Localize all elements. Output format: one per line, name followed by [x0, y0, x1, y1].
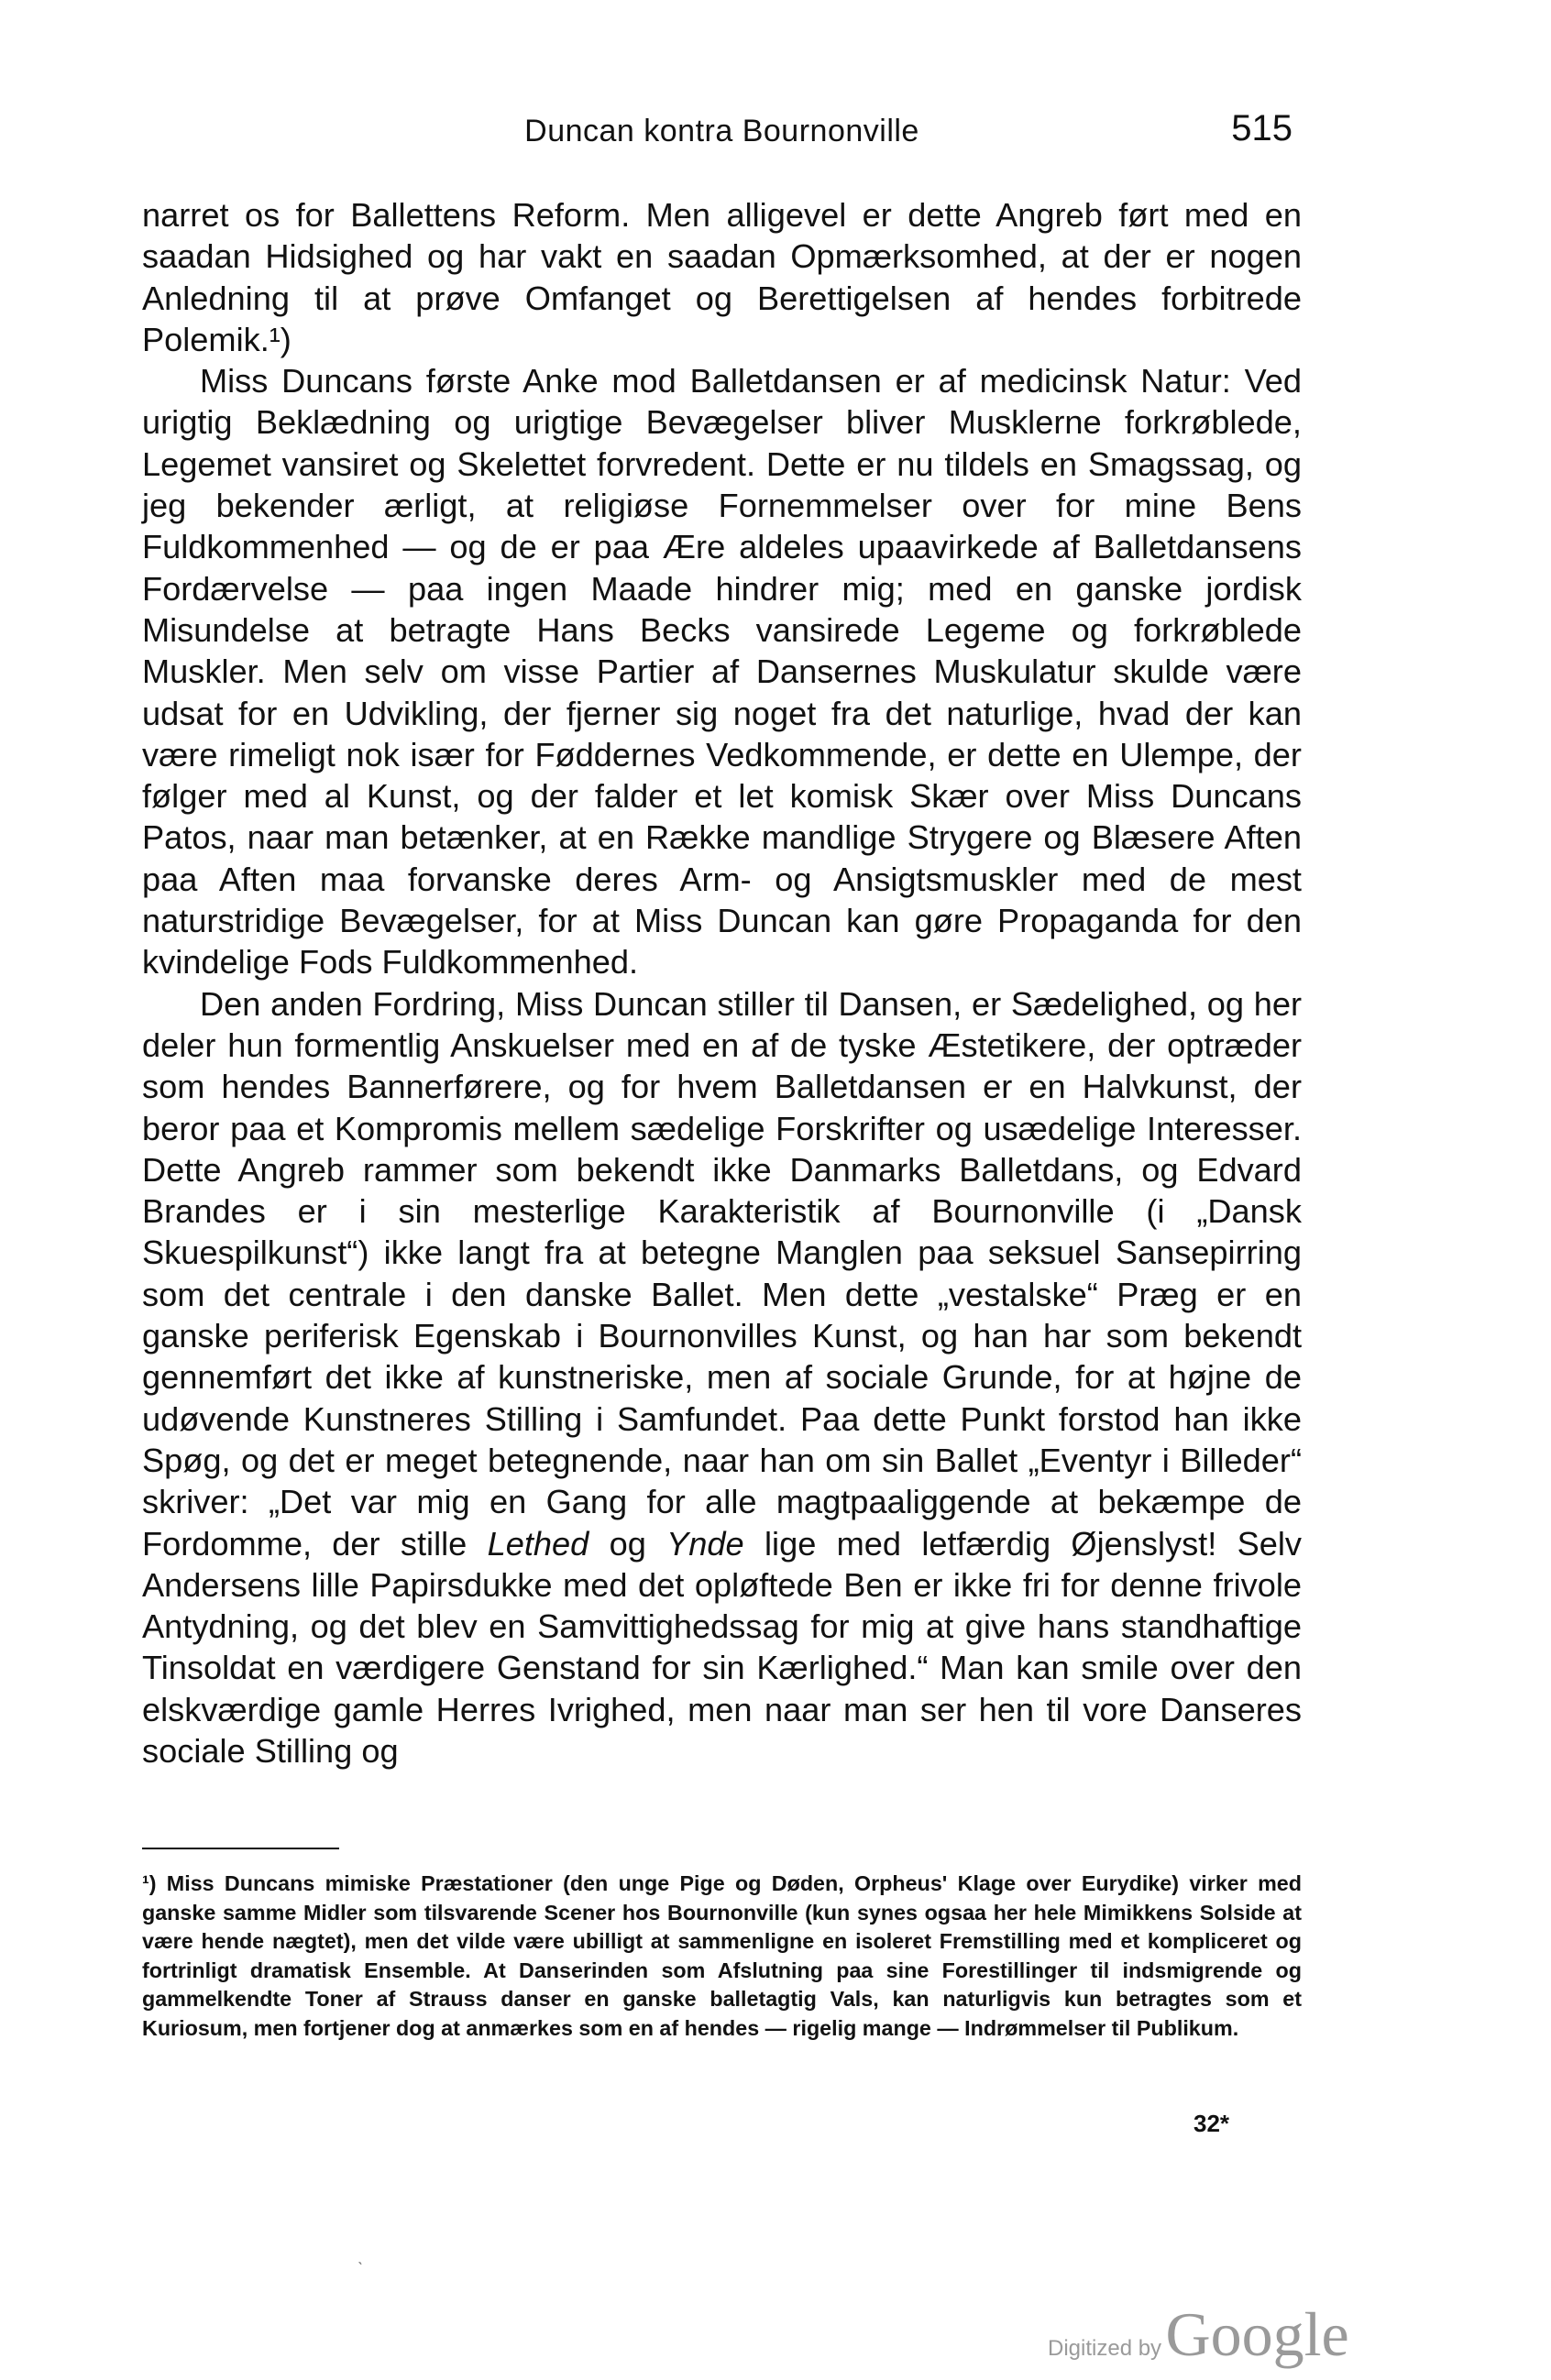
page-number: 515	[1231, 108, 1292, 148]
footnote-divider	[142, 1848, 339, 1849]
watermark-brand: Google	[1165, 2299, 1349, 2369]
watermark-prefix: Digitized by	[1048, 2336, 1162, 2361]
signature-mark: 32*	[1194, 2110, 1230, 2137]
digitized-watermark	[1048, 2298, 1349, 2371]
paragraph-3	[142, 983, 1302, 1772]
paragraph-3-text-a: Den anden Fordring, Miss Duncan stiller til Dansen, er Sædelighed, og her deler hun formentlig Anskuelser med en af de tyske Æstetikere, der optræder som hendes Bannerførere, og for hvem Balletdansen er en Halvkunst, der beror paa et Kompromis mellem sædelige Forskrifter og usædelige Interesser. Dette Angreb rammer som bekendt ikke Danmarks Balletdans, og Edvard Brandes er i sin mesterlige Karakteristik af Bournonville (i „Dansk Skuespilkunst“) ikke langt fra at betegne Manglen paa seksuel Sansepirring som det centrale i den danske Ballet. Men dette „vestalske“ Præg er en ganske periferisk Egenskab i Bournonvilles Kunst, og han har som bekendt gennemført det ikke af kunstneriske, men af sociale Grunde, for at højne de udøvende Kunstneres Stilling i Samfundet. Paa dette Punkt forstod han ikke Spøg, og det er meget betegnende, naar han om sin Ballet „Eventyr i Billeder“ skriver: „Det var mig en Gang for alle magtpaaliggende at bekæmpe de Fordomme, der stille	[142, 984, 1302, 1563]
paragraph-1: narret os for Ballettens Reform. Men alligevel er dette Angreb ført med en saadan Hidsighed og har vakt en saadan Opmærksomhed, at der er nogen Anledning til at prøve Omfanget og Berettigelsen af hendes forbitrede Polemik.¹)	[142, 196, 1302, 358]
footnote: ¹) Miss Duncans mimiske Præstationer (den unge Pige og Døden, Orpheus' Klage over Eurydike) virker med ganske samme Midler som tilsvarende Scener hos Bournonville (kun synes ogsaa her hele Mimikkens Solside at være hende nægtet), men det vilde være ubilligt at sammenligne en isoleret Fremstilling med et kompliceret og fortrinligt dramatisk Ensemble. At Danserinden som Afslutning paa sine Forestillinger til indsmigrende og gammelkendte Toner af Strauss danser en ganske balletagtig Vals, kan naturligvis kun betragtes som et Kuriosum, men fortjener dog at anmærkes som en af hendes — rigelig mange — Indrømmelser til Publikum.	[142, 1871, 1302, 2040]
paragraph-2: Miss Duncans første Anke mod Balletdansen er af medicinsk Natur: Ved urigtig Beklædning og urigtige Bevægelser bliver Musklerne forkrøblede, Legemet vansiret og Skelettet forvredent. Dette er nu tildels en Smagssag, og jeg bekender ærligt, at religiøse Fornemmelser over for mine Bens Fuldkommenhed — og de er paa Ære aldeles upaavirkede af Balletdansens Fordærvelse — paa ingen Maade hindrer mig; med en ganske jordisk Misundelse at betragte Hans Becks vansirede Legeme og forkrøblede Muskler. Men selv om visse Partier af Dansernes Muskulatur skulde være udsat for en Udvikling, der fjerner sig noget fra det naturlige, hvad der kan være rimeligt nok især for Føddernes Vedkommende, er dette en Ulempe, der følger med al Kunst, og der falder et let komisk Skær over Miss Duncans Patos, naar man betænker, at en Række mandlige Strygere og Blæsere Aften paa Aften maa forvanske deres Arm- og Ansigtsmuskler med de mest naturstridige Bevægelser, for at Miss Duncan kan gøre Propaganda for den kvindelige Fods Fuldkommenhed.	[142, 362, 1302, 982]
running-title: Duncan kontra Bournonville	[524, 114, 919, 148]
italic-lethed: Lethed	[487, 1524, 589, 1563]
italic-ynde: Ynde	[666, 1524, 744, 1563]
main-text	[142, 194, 1302, 1771]
stray-mark: ˎ	[358, 2245, 364, 2265]
paragraph-3-text-b: og	[588, 1524, 667, 1563]
page-header	[142, 108, 1302, 163]
paragraph-3-text-c: lige med letfærdig Øjenslyst! Selv Andersens lille Papirsdukke med det opløftede Ben er ikke fri for denne frivole Antydning, og det blev en Samvittighedssag for mig at give hans standhaftige Tinsoldat en værdigere Genstand for sin Kærlighed.“ Man kan smile over den elskværdige gamle Herres Ivrighed, men naar man ser hen til vore Danseres sociale Stilling og	[142, 1524, 1302, 1770]
